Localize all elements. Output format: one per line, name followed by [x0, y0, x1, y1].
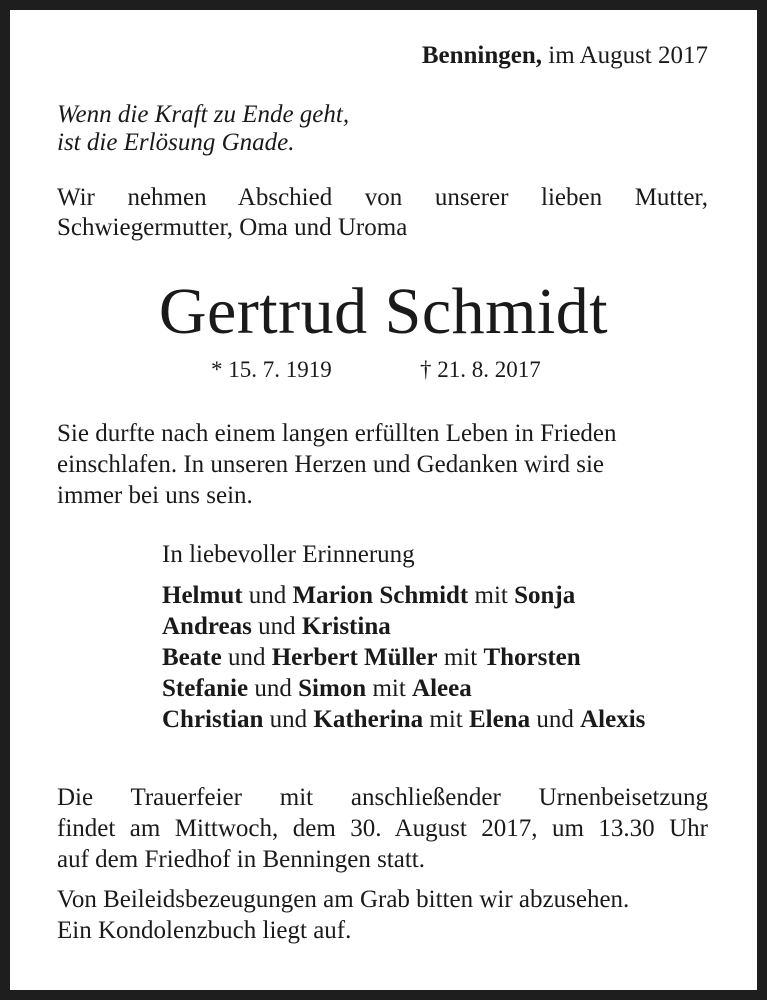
message-line: einschlafen. In unseren Herzen und Gedanken wird sie	[57, 451, 605, 478]
death-date: † 21. 8. 2017	[420, 357, 541, 382]
family-heading: In liebevoller Erinnerung	[162, 541, 415, 568]
place-date	[57, 40, 708, 72]
funeral-line: auf dem Friedhof in Benningen statt.	[57, 846, 425, 873]
intro-line: Wir nehmen Abschied von unserer lieben Mutter,	[57, 184, 708, 211]
motto-line: ist die Erlösung Gnade.	[57, 129, 295, 156]
message-line: immer bei uns sein.	[57, 482, 253, 509]
deceased-name: Gertrud Schmidt	[158, 275, 609, 348]
family-line: Christian und Katherina mit Elena und Alexis	[162, 706, 646, 733]
family-line: Stefanie und Simon mit Aleea	[162, 675, 472, 702]
date: im August 2017	[548, 42, 708, 69]
family-line: Helmut und Marion Schmidt mit Sonja	[162, 582, 576, 609]
closing-line: Ein Kondolenzbuch liegt auf.	[57, 917, 352, 944]
funeral-line: Die Trauerfeier mit anschließender Urnenbeisetzung	[57, 784, 708, 811]
family-line: Andreas und Kristina	[162, 613, 391, 640]
funeral-line: findet am Mittwoch, dem 30. August 2017, um 13.30 Uhr	[57, 815, 708, 842]
birth-date: * 15. 7. 1919	[211, 357, 332, 382]
message-line: Sie durfte nach einem langen erfüllten Leben in Frieden	[57, 420, 617, 447]
motto-line: Wenn die Kraft zu Ende geht,	[57, 101, 350, 128]
family-line: Beate und Herbert Müller mit Thorsten	[162, 644, 581, 671]
place: Benningen,	[421, 42, 542, 69]
intro-line: Schwiegermutter, Oma und Uroma	[57, 214, 408, 241]
closing-line: Von Beileidsbezeugungen am Grab bitten wir abzusehen.	[57, 886, 630, 913]
